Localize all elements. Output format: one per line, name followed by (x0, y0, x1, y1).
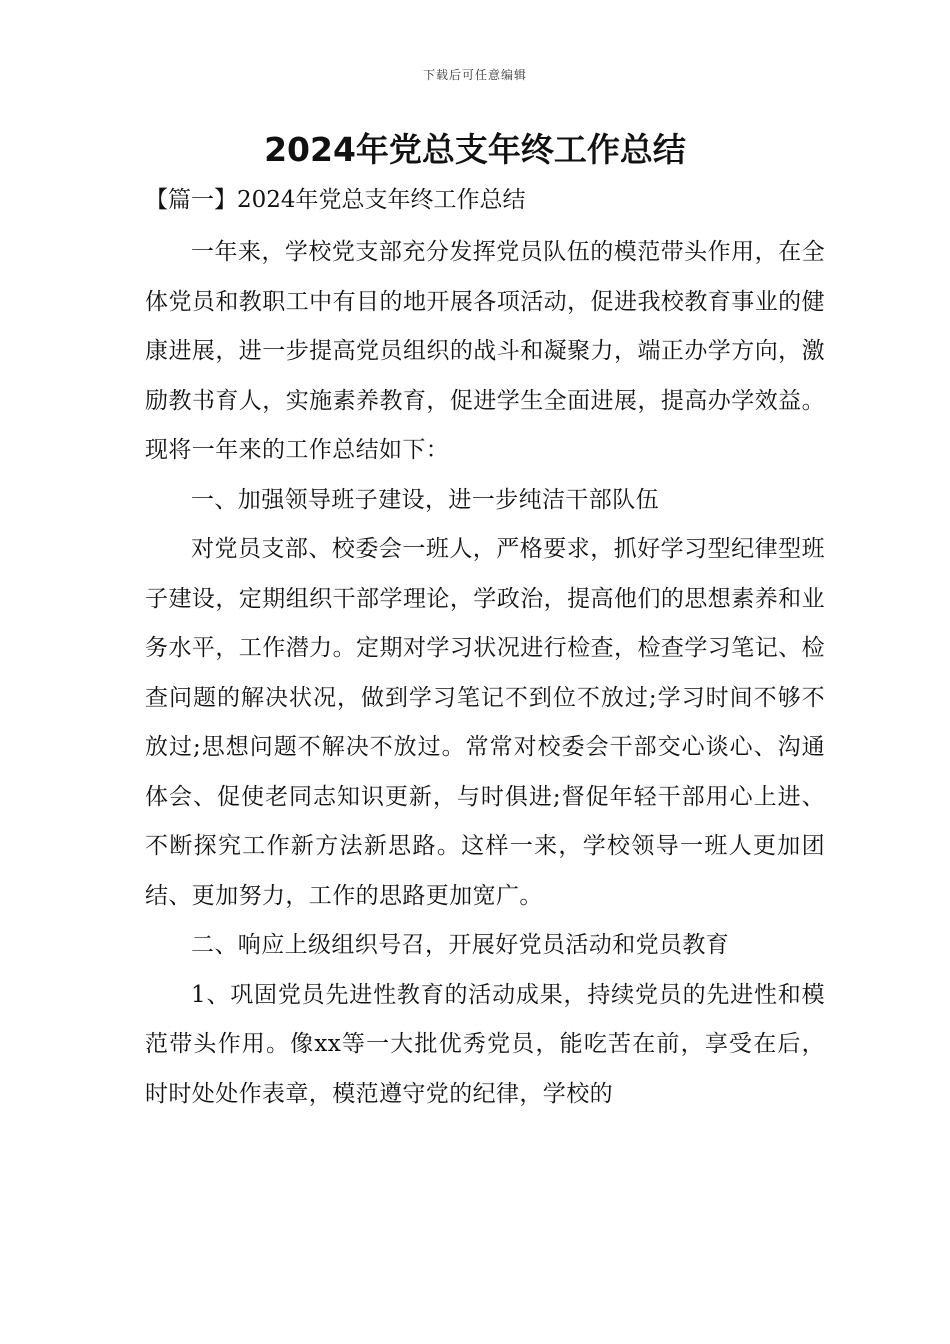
subheading-party-activities: 二、响应上级组织号召，开展好党员活动和党员教育 (191, 932, 730, 958)
section-heading: 【篇一】2024年党总支年终工作总结 (145, 187, 526, 213)
subheading-leadership: 一、加强领导班子建设，进一步纯洁干部队伍 (191, 486, 659, 513)
paragraph-intro: 一年来，学校党支部充分发挥党员队伍的模范带头作用，在全体党员和教职工中有目的地开展各项活动，促进我校教育事业的健康进展，进一步提高党员组织的战斗和凝聚力，端正办学方向，激励教书育人，实施素养教育，促进学生全面进展，提高办学效益。现将一年来的工作总结如下： (145, 239, 825, 463)
document-title: 2024年党总支年终工作总结 (264, 130, 686, 169)
paragraph-party-education: 1、巩固党员先进性教育的活动成果，持续党员的先进性和模范带头作用。像xx等一大批优秀党员，能吃苦在前，享受在后，时时处处作表章，模范遵守党的纪律，学校的 (145, 981, 825, 1107)
document-body (145, 228, 825, 1119)
header-note: 下载后可任意编辑 (422, 68, 527, 82)
paragraph-leadership: 对党员支部、校委会一班人，严格要求，抓好学习型纪律型班子建设，定期组织干部学理论，学政治，提高他们的思想素养和业务水平，工作潜力。定期对学习状况进行检查，检查学习笔记、检查问题的解决状况，做到学习笔记不到位不放过;学习时间不够不放过;思想问题不解决不放过。常常对校委会干部交心谈心、沟通体会、促使老同志知识更新，与时俱进;督促年轻干部用心上进、不断探究工作新方法新思路。这样一来，学校领导一班人更加团结、更加努力，工作的思路更加宽广。 (145, 536, 825, 909)
